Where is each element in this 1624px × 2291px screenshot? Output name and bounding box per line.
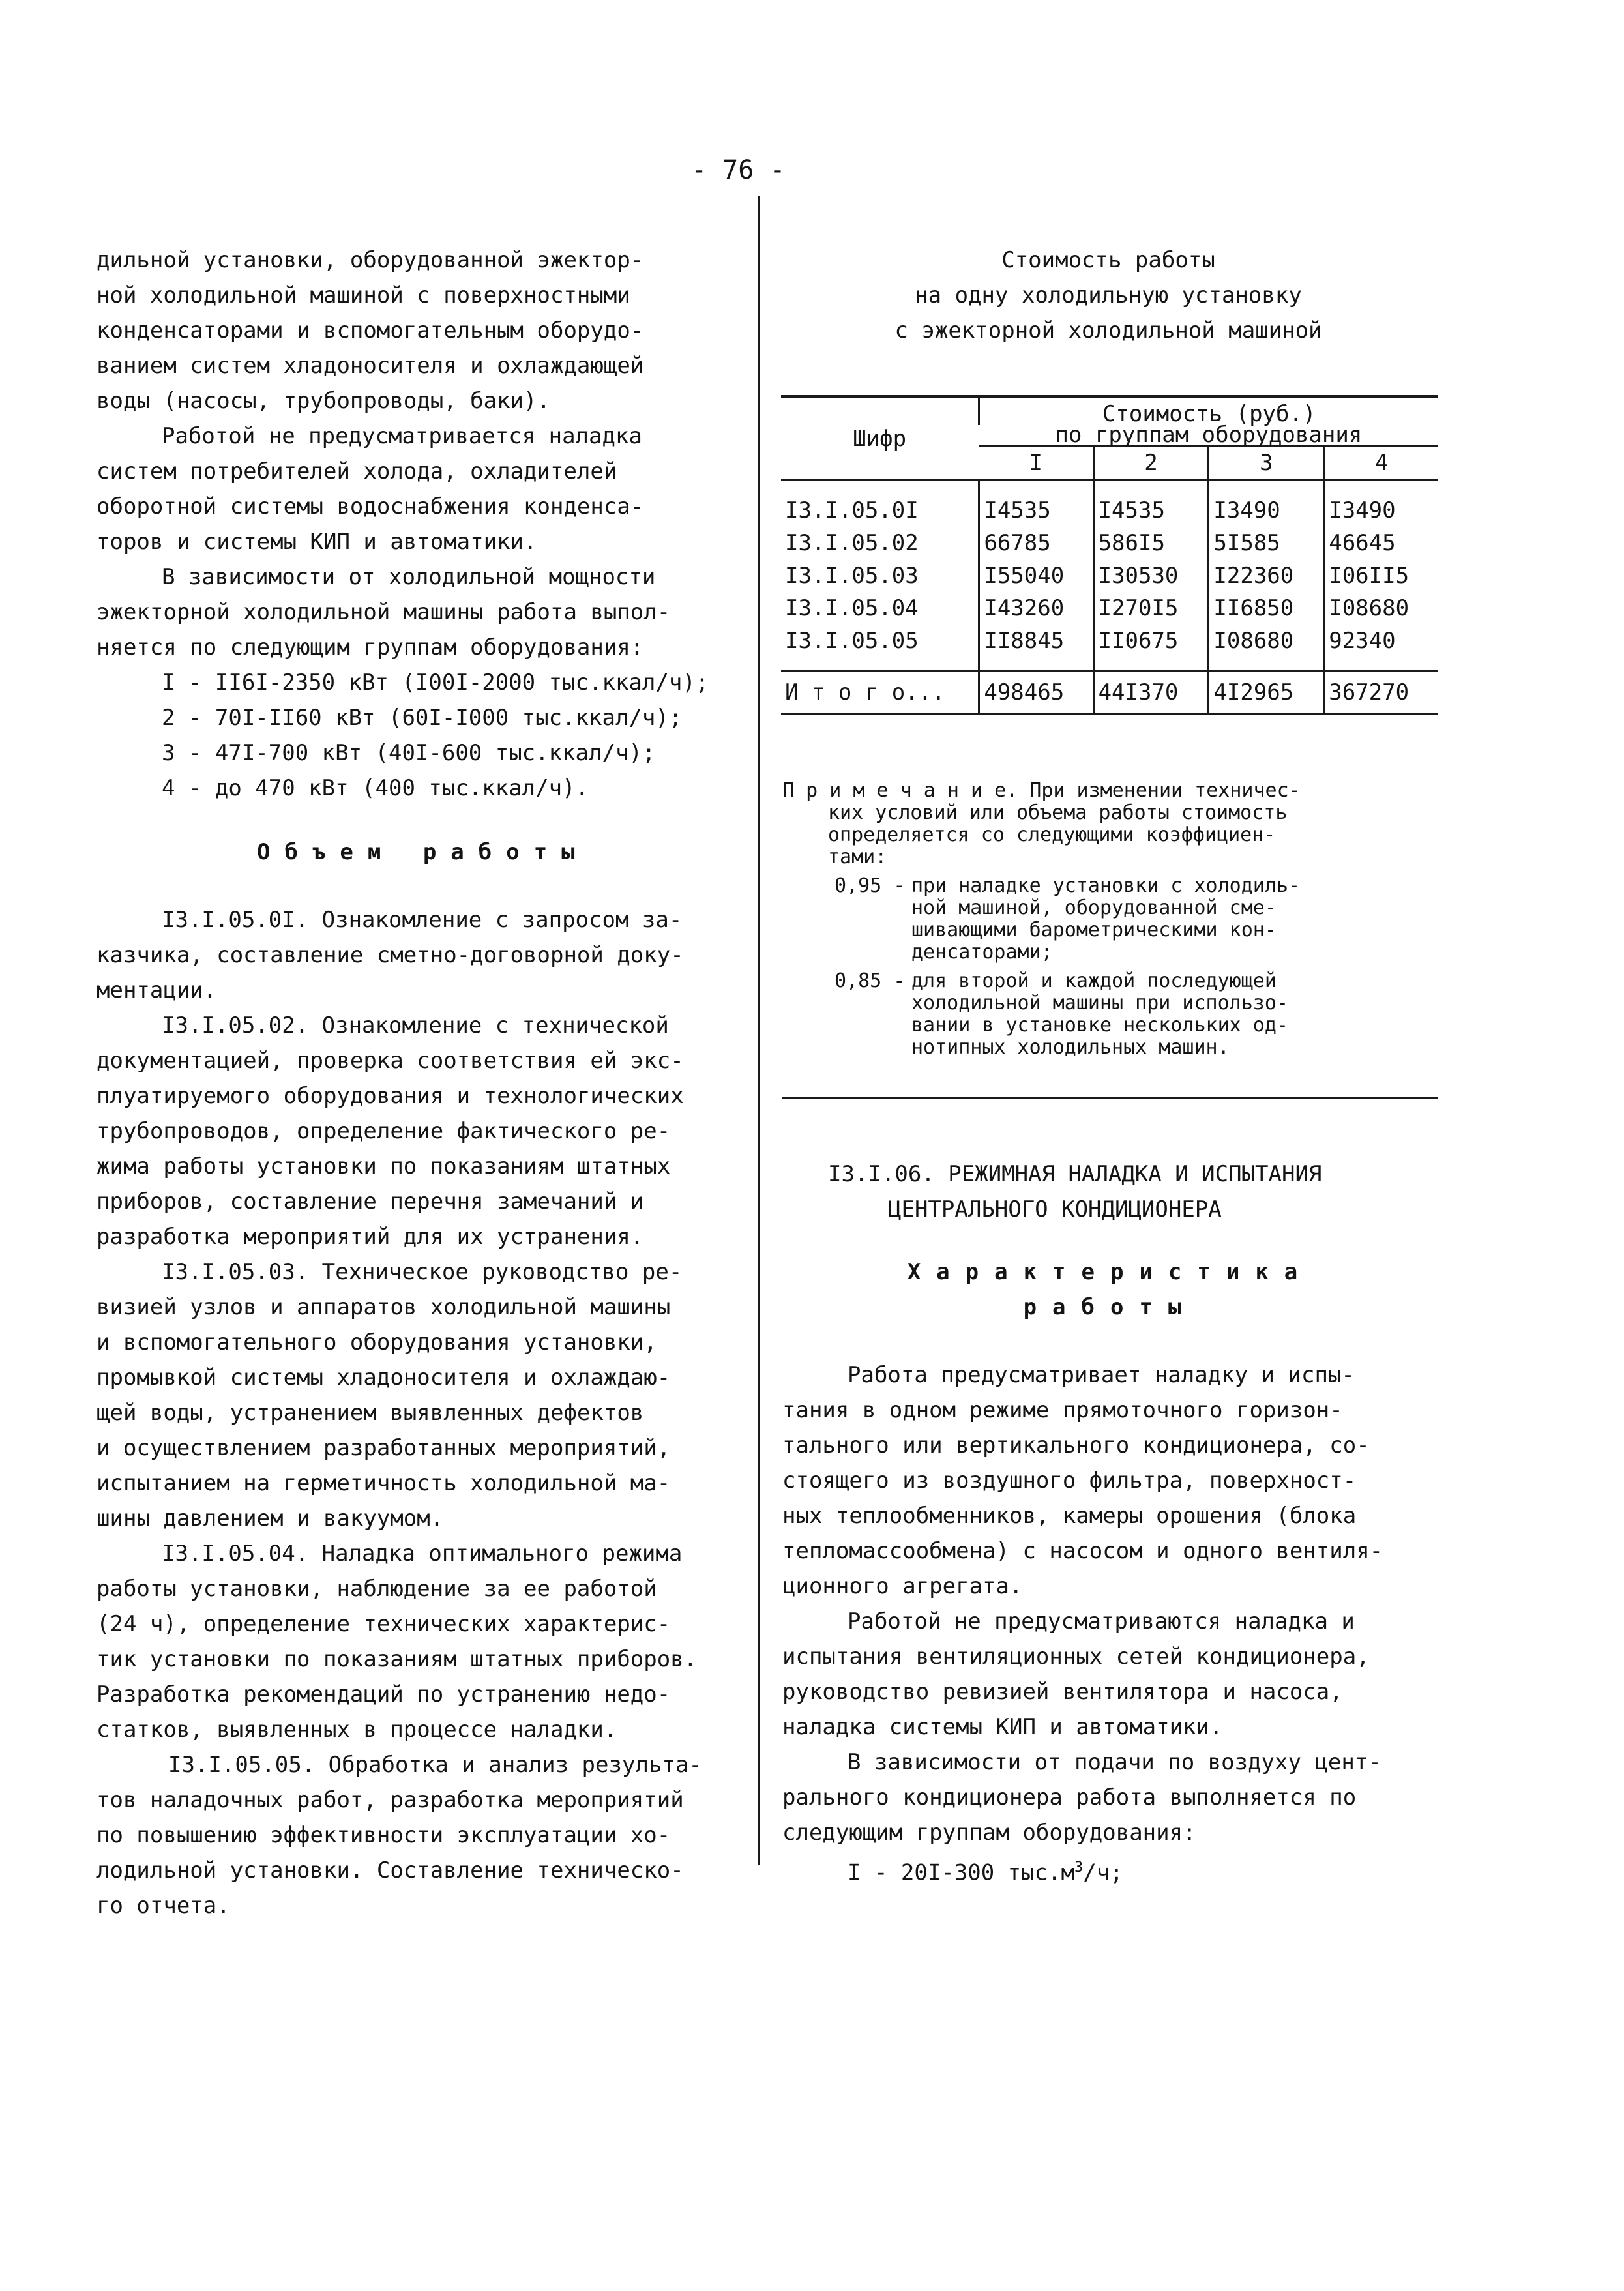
row-value: I4535: [1093, 480, 1209, 527]
coefficient-line: при наладке установки с холодиль-: [911, 874, 1301, 897]
text-line: Работой не предусматривается наладка: [162, 423, 642, 449]
total-value: 4I2965: [1209, 672, 1324, 714]
section-title-line: I3.I.06. РЕЖИМНАЯ НАЛАДКА И ИСПЫТАНИЯ: [828, 1161, 1322, 1187]
page-number: - 76 -: [691, 155, 786, 185]
characteristic-heading-line: работы: [1023, 1294, 1198, 1320]
text-line: тепломассообмена) с насосом и одного вентиля-: [782, 1538, 1383, 1564]
total-value: 44I370: [1093, 672, 1209, 714]
text-line: I3.I.05.05. Обработка и анализ результа-: [168, 1752, 702, 1778]
row-value: 586I5: [1093, 527, 1209, 559]
text-line: тик установки по показаниям штатных приборов.: [96, 1646, 698, 1672]
group-header: I: [979, 446, 1093, 480]
table-title: [782, 243, 1434, 348]
text-line: I3.I.05.04. Наладка оптимального режима: [162, 1541, 683, 1567]
coefficient-text: [911, 875, 1300, 964]
text-line: трубопроводов, определение фактического ре-: [96, 1118, 671, 1144]
characteristic-heading: [782, 1254, 1438, 1325]
note-line: определяется со следующими коэффициен-: [828, 823, 1276, 846]
text-line: ционного агрегата.: [782, 1573, 1023, 1599]
row-code: I3.I.05.02: [785, 530, 919, 556]
table-row: [781, 625, 1438, 672]
total-value: 498465: [979, 672, 1093, 714]
table-note: [782, 780, 1434, 1059]
note-line: тами:: [828, 846, 887, 868]
text-line: (24 ч), определение технических характерис-: [96, 1611, 671, 1637]
row-value: II6850: [1209, 592, 1324, 625]
text-line: оборотной системы водоснабжения конденса-: [96, 494, 644, 520]
group-header: 2: [1093, 446, 1209, 480]
text-line: разработка мероприятий для их устранения.: [96, 1224, 644, 1250]
text-line: ментации.: [96, 977, 217, 1003]
cost-header-line1: Стоимость (руб.): [1102, 401, 1316, 427]
text-line: и вспомогательного оборудования установки,: [96, 1329, 657, 1355]
left-column: [96, 243, 742, 1923]
section-title-line: ЦЕНТРАЛЬНОГО КОНДИЦИОНЕРА: [888, 1196, 1222, 1222]
coefficient-value: 0,85 -: [834, 969, 906, 992]
text-line: визией узлов и аппаратов холодильной машины: [96, 1294, 671, 1320]
row-value: I270I5: [1093, 592, 1209, 625]
table-title-line: Стоимость работы: [1001, 247, 1215, 273]
column-divider: [758, 196, 760, 1865]
row-value: I22360: [1209, 559, 1324, 592]
row-value: I4535: [979, 480, 1093, 527]
text-line: испытанием на герметичность холодильной ма-: [96, 1470, 671, 1496]
column-header-cost: [979, 396, 1438, 425]
cost-header-line2: по группам оборудования: [979, 425, 1438, 446]
text-line: щей воды, устранением выявленных дефектов: [96, 1400, 644, 1426]
scope-heading: Объем работы: [257, 839, 589, 865]
text-line: I3.I.05.02. Ознакомление с технической: [162, 1012, 669, 1039]
coefficient-item: [782, 970, 1434, 1059]
text-line: тального или вертикального кондиционера, со-: [782, 1432, 1370, 1458]
note-first-line: [782, 780, 1434, 802]
column-header-code: Шифр: [781, 396, 979, 480]
text-line: I3.I.05.0I. Ознакомление с запросом за-: [162, 907, 683, 933]
text-line: лодильной установки. Составление техническо-: [96, 1857, 684, 1884]
right-body-text: [782, 1357, 1434, 1890]
coefficient-line: вании в установке нескольких од-: [911, 1014, 1288, 1037]
text-line: ной холодильной машиной с поверхностными: [96, 282, 630, 308]
group-header: 4: [1324, 446, 1438, 480]
text-line: Разработка рекомендаций по устранению недо-: [96, 1681, 671, 1707]
total-value: 367270: [1324, 672, 1438, 714]
coefficient-line: шивающими барометрическими кон-: [911, 919, 1277, 941]
table-title-line: на одну холодильную установку: [915, 282, 1302, 308]
text-line: и осуществлением разработанных мероприятий,: [96, 1435, 671, 1461]
text-line: систем потребителей холода, охладителей: [96, 458, 617, 484]
coefficient-line: денсаторами;: [911, 941, 1053, 964]
text-line: тания в одном режиме прямоточного горизон-: [782, 1397, 1343, 1423]
text-line: ных теплообменников, камеры орошения (блока: [782, 1503, 1357, 1529]
text-line: испытания вентиляционных сетей кондиционера,: [782, 1644, 1370, 1670]
coefficient-item: [782, 875, 1434, 964]
row-value: I06II5: [1324, 559, 1438, 592]
text-line: В зависимости от подачи по воздуху цент-: [848, 1749, 1381, 1775]
row-value: I30530: [1093, 559, 1209, 592]
text-line: жима работы установки по показаниям штатных: [96, 1153, 671, 1179]
group-superscript: 3: [1074, 1859, 1084, 1876]
group-line: [782, 1850, 1434, 1890]
row-value: I3490: [1209, 480, 1324, 527]
text-line: воды (насосы, трубопроводы, баки).: [96, 388, 550, 414]
text-line: плуатируемого оборудования и технологических: [96, 1083, 684, 1109]
text-line: эжекторной холодильной машины работа выпол-: [96, 599, 671, 625]
text-line: по повышению эффективности эксплуатации хо-: [96, 1822, 671, 1848]
row-value: 92340: [1324, 625, 1438, 672]
group-line: 4 - до 470 кВт (400 тыс.ккал/ч).: [162, 775, 589, 801]
text-line: следующим группам оборудования:: [782, 1820, 1196, 1846]
text-line: го отчета.: [96, 1893, 230, 1919]
row-value: 66785: [979, 527, 1093, 559]
total-label: И т о г о...: [781, 672, 979, 714]
text-line: конденсаторами и вспомогательным оборудо-: [96, 318, 644, 344]
text-line: I3.I.05.03. Техническое руководство ре-: [162, 1259, 683, 1285]
text-line: шины давлением и вакуумом.: [96, 1505, 444, 1531]
text-line: Работой не предусматриваются наладка и: [848, 1608, 1355, 1634]
text-line: документацией, проверка соответствия ей экс-: [96, 1048, 684, 1074]
text-line: В зависимости от холодильной мощности: [162, 564, 656, 590]
text-line: работы установки, наблюдение за ее работой: [96, 1576, 657, 1602]
group-prefix: I - 20I-300 тыс.м: [848, 1859, 1074, 1886]
note-lead-rest: При изменении техничес-: [1029, 779, 1301, 802]
table-row: [781, 559, 1438, 592]
coefficient-line: для второй и каждой последующей: [911, 969, 1277, 992]
text-line: торов и системы КИП и автоматики.: [96, 529, 537, 555]
text-line: няется по следующим группам оборудования:: [96, 634, 644, 660]
coefficient-value: 0,95 -: [834, 874, 906, 897]
coefficient-line: ной машиной, оборудованной сме-: [911, 896, 1277, 919]
table-row: [781, 592, 1438, 625]
section-heading: [828, 1157, 1321, 1227]
text-line: тов наладочных работ, разработка мероприятий: [96, 1787, 684, 1813]
coefficient-line: нотипных холодильных машин.: [911, 1036, 1230, 1059]
coefficient-text: [911, 970, 1288, 1059]
table-total-row: [781, 672, 1438, 714]
text-line: промывкой системы хладоносителя и охлаждаю-: [96, 1365, 671, 1391]
row-value: I43260: [979, 592, 1093, 625]
row-value: I3490: [1324, 480, 1438, 527]
row-value: 5I585: [1209, 527, 1324, 559]
table-row: [781, 480, 1438, 527]
row-value: I08680: [1324, 592, 1438, 625]
group-line: 2 - 70I-II60 кВт (60I-I000 тыс.ккал/ч);: [162, 705, 683, 731]
text-line: дильной установки, оборудованной эжектор-: [96, 247, 644, 273]
text-line: стоящего из воздушного фильтра, поверхност-: [782, 1468, 1357, 1494]
note-line: ких условий или объема работы стоимость: [828, 801, 1288, 824]
text-line: наладка системы КИП и автоматики.: [782, 1714, 1223, 1740]
table-row: [781, 527, 1438, 559]
row-code: I3.I.05.0I: [785, 497, 919, 524]
row-value: I55040: [979, 559, 1093, 592]
text-line: руководство ревизией вентилятора и насоса,: [782, 1679, 1343, 1705]
text-line: ванием систем хладоносителя и охлаждающей: [96, 353, 644, 379]
group-header: 3: [1209, 446, 1324, 480]
characteristic-heading-line: Характеристика: [907, 1259, 1314, 1285]
group-suffix: /ч;: [1083, 1859, 1123, 1886]
row-code: I3.I.05.04: [785, 595, 919, 621]
group-line: I - II6I-2350 кВт (I00I-2000 тыс.ккал/ч);: [162, 670, 709, 696]
row-value: I08680: [1209, 625, 1324, 672]
coefficient-line: холодильной машины при использо-: [911, 992, 1288, 1014]
text-line: статков, выявленных в процессе наладки.: [96, 1717, 617, 1743]
row-code: I3.I.05.03: [785, 563, 919, 589]
text-line: Работа предусматривает наладку и испы-: [848, 1362, 1355, 1388]
row-code: I3.I.05.05: [785, 628, 919, 654]
row-value: II0675: [1093, 625, 1209, 672]
cost-table: [781, 395, 1438, 715]
note-lead: П р и м е ч а н и е.: [782, 779, 1018, 802]
note-divider: [782, 1097, 1438, 1099]
text-line: казчика, составление сметно-договорной доку-: [96, 942, 684, 968]
table-title-line: с эжекторной холодильной машиной: [894, 318, 1322, 344]
row-value: 46645: [1324, 527, 1438, 559]
group-line: 3 - 47I-700 кВт (40I-600 тыс.ккал/ч);: [162, 740, 656, 766]
text-line: приборов, составление перечня замечаний и: [96, 1189, 644, 1215]
row-value: II8845: [979, 625, 1093, 672]
text-line: рального кондиционера работа выполняется по: [782, 1784, 1357, 1811]
